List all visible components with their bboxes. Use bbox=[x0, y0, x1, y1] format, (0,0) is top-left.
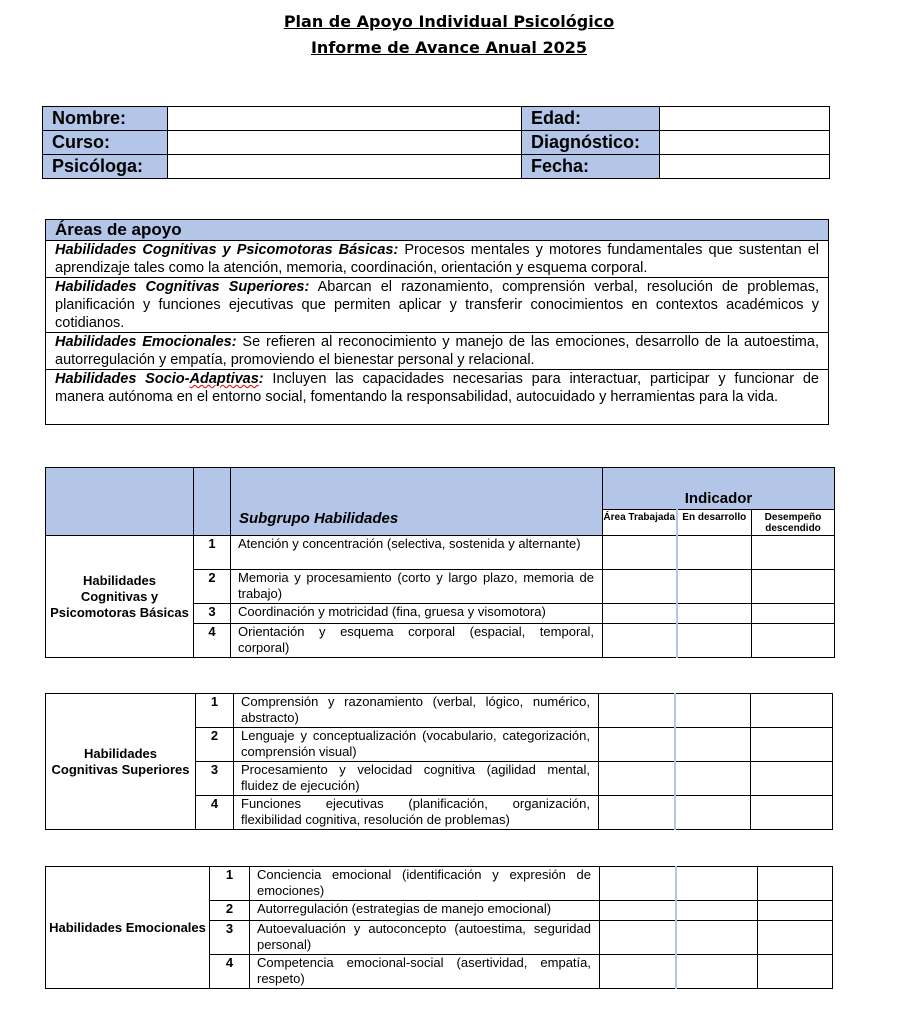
group-name: Habilidades Emocionales bbox=[46, 867, 210, 989]
item-number: 3 bbox=[196, 762, 234, 796]
skills-table-2 bbox=[45, 693, 833, 830]
check-area-trabajada[interactable] bbox=[599, 762, 675, 796]
check-en-desarrollo[interactable] bbox=[676, 867, 758, 901]
curso-label: Curso: bbox=[43, 131, 168, 155]
col-desempeno-descendido: Desempeño descendido bbox=[752, 510, 835, 536]
check-area-trabajada[interactable] bbox=[603, 570, 677, 604]
support-areas-table bbox=[45, 219, 829, 425]
check-area-trabajada[interactable] bbox=[600, 921, 676, 955]
document-title: Plan de Apoyo Individual Psicológico bbox=[283, 12, 615, 31]
check-en-desarrollo[interactable] bbox=[677, 536, 752, 570]
diagnostico-field[interactable] bbox=[660, 131, 830, 155]
check-desempeno-descendido[interactable] bbox=[758, 901, 833, 921]
area-desc: Abarcan el razonamiento, comprensión verbal, resolución de problemas, planificación y funciones ejecutivas que permiten aplicar y transferir conocimientos en contextos académicos y cotidianos. bbox=[55, 279, 819, 331]
area-item bbox=[46, 370, 829, 425]
check-en-desarrollo[interactable] bbox=[677, 604, 752, 624]
check-area-trabajada[interactable] bbox=[599, 728, 675, 762]
group-name: Habilidades Cognitivas y Psicomotoras Básicas bbox=[46, 536, 194, 658]
check-desempeno-descendido[interactable] bbox=[752, 536, 835, 570]
area-term bbox=[55, 371, 264, 387]
area-desc: Se refieren al reconocimiento y manejo de las emociones, desarrollo de la autoestima, autorregulación y empatía, promoviendo el bienestar personal y relacional. bbox=[55, 334, 819, 368]
check-area-trabajada[interactable] bbox=[603, 624, 677, 658]
area-term-part: Habilidades Socio- bbox=[55, 371, 190, 387]
item-number: 1 bbox=[210, 867, 250, 901]
check-desempeno-descendido[interactable] bbox=[752, 604, 835, 624]
check-en-desarrollo[interactable] bbox=[675, 728, 751, 762]
nombre-label: Nombre: bbox=[43, 107, 168, 131]
check-desempeno-descendido[interactable] bbox=[758, 867, 833, 901]
area-item bbox=[46, 278, 829, 333]
group-name: Habilidades Cognitivas Superiores bbox=[46, 694, 196, 830]
edad-field[interactable] bbox=[660, 107, 830, 131]
psicologa-label: Psicóloga: bbox=[43, 155, 168, 179]
document-subtitle: Informe de Avance Anual 2025 bbox=[310, 38, 588, 57]
student-info-table bbox=[42, 106, 830, 179]
item-text: Lenguaje y conceptualización (vocabulario, categorización, comprensión visual) bbox=[234, 728, 599, 762]
item-number: 3 bbox=[210, 921, 250, 955]
area-item bbox=[46, 333, 829, 370]
subgroup-header: Subgrupo Habilidades bbox=[231, 468, 603, 536]
item-text: Competencia emocional-social (asertividad, empatía, respeto) bbox=[250, 955, 600, 989]
check-desempeno-descendido[interactable] bbox=[752, 570, 835, 604]
check-desempeno-descendido[interactable] bbox=[751, 694, 833, 728]
check-en-desarrollo[interactable] bbox=[675, 762, 751, 796]
header-empty bbox=[46, 468, 194, 536]
skills-table-1 bbox=[45, 467, 835, 658]
indicator-header: Indicador bbox=[603, 468, 835, 510]
header-num bbox=[194, 468, 231, 536]
psicologa-field[interactable] bbox=[168, 155, 522, 179]
item-number: 4 bbox=[194, 624, 231, 658]
item-number: 2 bbox=[194, 570, 231, 604]
check-area-trabajada[interactable] bbox=[603, 536, 677, 570]
check-en-desarrollo[interactable] bbox=[676, 901, 758, 921]
check-area-trabajada[interactable] bbox=[600, 955, 676, 989]
check-desempeno-descendido[interactable] bbox=[758, 921, 833, 955]
area-term: Habilidades Cognitivas y Psicomotoras Básicas: bbox=[55, 242, 399, 258]
area-term: Habilidades Cognitivas Superiores: bbox=[55, 279, 310, 295]
item-text: Comprensión y razonamiento (verbal, lógico, numérico, abstracto) bbox=[234, 694, 599, 728]
item-text: Conciencia emocional (identificación y expresión de emociones) bbox=[250, 867, 600, 901]
col-en-desarrollo: En desarrollo bbox=[677, 510, 752, 536]
check-en-desarrollo[interactable] bbox=[677, 624, 752, 658]
check-en-desarrollo[interactable] bbox=[676, 921, 758, 955]
check-area-trabajada[interactable] bbox=[599, 694, 675, 728]
item-text: Coordinación y motricidad (fina, gruesa y visomotora) bbox=[231, 604, 603, 624]
item-number: 3 bbox=[194, 604, 231, 624]
check-desempeno-descendido[interactable] bbox=[751, 796, 833, 830]
item-number: 4 bbox=[196, 796, 234, 830]
fecha-label: Fecha: bbox=[522, 155, 660, 179]
item-text: Procesamiento y velocidad cognitiva (agilidad mental, fluidez de ejecución) bbox=[234, 762, 599, 796]
check-desempeno-descendido[interactable] bbox=[758, 955, 833, 989]
check-en-desarrollo[interactable] bbox=[677, 570, 752, 604]
check-area-trabajada[interactable] bbox=[603, 604, 677, 624]
area-item bbox=[46, 241, 829, 278]
item-text: Autorregulación (estrategias de manejo emocional) bbox=[250, 901, 600, 921]
edad-label: Edad: bbox=[522, 107, 660, 131]
skills-table-3 bbox=[45, 866, 833, 989]
item-number: 4 bbox=[210, 955, 250, 989]
check-desempeno-descendido[interactable] bbox=[751, 728, 833, 762]
fecha-field[interactable] bbox=[660, 155, 830, 179]
area-term: Habilidades Emocionales: bbox=[55, 334, 237, 350]
check-en-desarrollo[interactable] bbox=[675, 796, 751, 830]
check-en-desarrollo[interactable] bbox=[675, 694, 751, 728]
diagnostico-label: Diagnóstico: bbox=[522, 131, 660, 155]
item-text: Orientación y esquema corporal (espacial, temporal, corporal) bbox=[231, 624, 603, 658]
area-desc: Incluyen las capacidades necesarias para interactuar, participar y funcionar de manera autónoma en el entorno social, fomentando la responsabilidad, autocuidado y herramientas para la vida. bbox=[55, 371, 819, 405]
nombre-field[interactable] bbox=[168, 107, 522, 131]
check-desempeno-descendido[interactable] bbox=[751, 762, 833, 796]
check-desempeno-descendido[interactable] bbox=[752, 624, 835, 658]
item-text: Autoevaluación y autoconcepto (autoestima, seguridad personal) bbox=[250, 921, 600, 955]
col-area-trabajada: Área Trabajada bbox=[603, 510, 677, 536]
item-number: 2 bbox=[210, 901, 250, 921]
area-desc: Procesos mentales y motores fundamentales que sustentan el aprendizaje tales como la atención, memoria, coordinación, orientación y esquema corporal. bbox=[55, 242, 819, 276]
item-text: Memoria y procesamiento (corto y largo plazo, memoria de trabajo) bbox=[231, 570, 603, 604]
item-text: Atención y concentración (selectiva, sostenida y alternante) bbox=[231, 536, 603, 570]
check-area-trabajada[interactable] bbox=[600, 901, 676, 921]
check-area-trabajada[interactable] bbox=[599, 796, 675, 830]
item-text: Funciones ejecutivas (planificación, organización, flexibilidad cognitiva, resolución de problemas) bbox=[234, 796, 599, 830]
area-term-spellcheck: Adaptivas bbox=[189, 371, 259, 387]
areas-heading: Áreas de apoyo bbox=[46, 220, 829, 241]
area-term-colon: : bbox=[258, 371, 264, 387]
item-number: 1 bbox=[196, 694, 234, 728]
curso-field[interactable] bbox=[168, 131, 522, 155]
item-number: 1 bbox=[194, 536, 231, 570]
item-number: 2 bbox=[196, 728, 234, 762]
check-en-desarrollo[interactable] bbox=[676, 955, 758, 989]
check-area-trabajada[interactable] bbox=[600, 867, 676, 901]
